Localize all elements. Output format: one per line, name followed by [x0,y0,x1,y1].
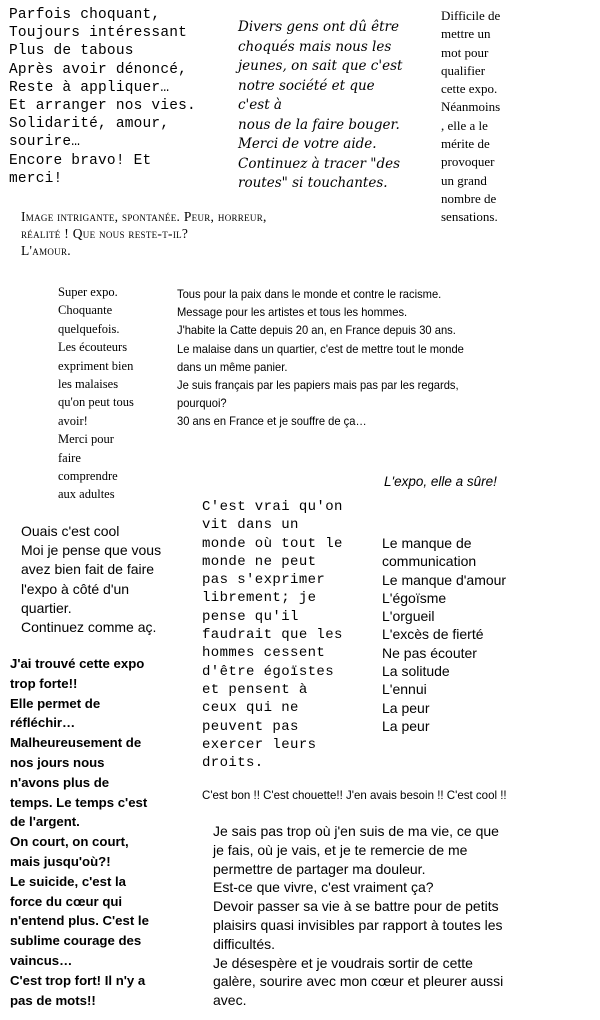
guestbook-note-9: Ouais c'est cool Moi je pense que vous avez bien fait de faire l'expo à côté d'un quartier. Continuez comme aç. [21,523,162,636]
guestbook-note-3: Difficile de mettre un mot pour qualifier cette expo. Néanmoins , elle a le mérite de provoquer un grand nombre de sensations. [441,8,501,225]
guestbook-note-4: Image intrigante, spontanée. Peur, horreur, réalité ! Que nous reste-t-il? L'amour. [21,209,267,258]
guestbook-note-7: L'expo, elle a sûre! [384,474,497,489]
guestbook-note-6: Tous pour la paix dans le monde et contre le racisme. Message pour les artistes et tous les hommes. J'habite la Catte depuis 20 an, en France depuis 30 ans. Le malaise dans un quartier, c'est de mettre tout le monde dans un même panier. Je suis français par les papiers mais pas par les regards, pourquoi? 30 ans en France et je souffre de ça… [177,287,464,429]
guestbook-note-5: Super expo. Choquante quelquefois. Les écouteurs expriment bien les malaises qu'on peut tous avoir! Merci pour faire comprendre aux adultes [58,285,134,502]
guestbook-note-13: Je sais pas trop où j'en suis de ma vie, ce que je fais, où je vais, et je te remercie de me permettre de partager ma douleur. Est-ce que vivre, c'est vraiment ça? Devoir passer sa vie à se battre pour de petits plaisirs quasi invisibles par rapport à toutes les difficultés. Je désespère et je voudrais sortir de cette galère, sourire avec mon cœur et pleurer aussi avec. [213,823,504,1009]
guestbook-note-2: Divers gens ont dû être choqués mais nous les jeunes, on sait que c'est notre société et que c'est à nous de la faire bouger. Merci de votre aide. Continuez à tracer "des routes" si touchantes. [238,19,403,191]
guestbook-note-12: C'est bon !! C'est chouette!! J'en avais besoin !! C'est cool !! [202,788,507,802]
guestbook-note-8: C'est vrai qu'on vit dans un monde où tout le monde ne peut pas s'exprimer librement; je pense qu'il faudrait que les hommes cessent d'être égoïstes et pensent à ceux qui ne peuvent pas exercer leurs droits. [202,499,343,772]
guestbook-note-10: Le manque de communication Le manque d'amour L'égoïsme L'orgueil L'excès de fierté Ne pas écouter La solitude L'ennui La peur La peur [382,535,507,734]
guestbook-note-1: Parfois choquant, Toujours intéressant Plus de tabous Après avoir dénoncé, Reste à appliquer… Et arranger nos vies. Solidarité, amour, sourire… Encore bravo! Et merci! [9,7,196,187]
guestbook-note-11: J'ai trouvé cette expo trop forte!! Elle permet de réfléchir… Malheureusement de nos jours nous n'avons plus de temps. Le temps c'est de l'argent. On court, on court, mais jusqu'où?! Le suicide, c'est la force du cœur qui n'entend plus. C'est le sublime courage des vaincus… C'est trop fort! Il n'y a pas de mots!! [10,656,149,1008]
